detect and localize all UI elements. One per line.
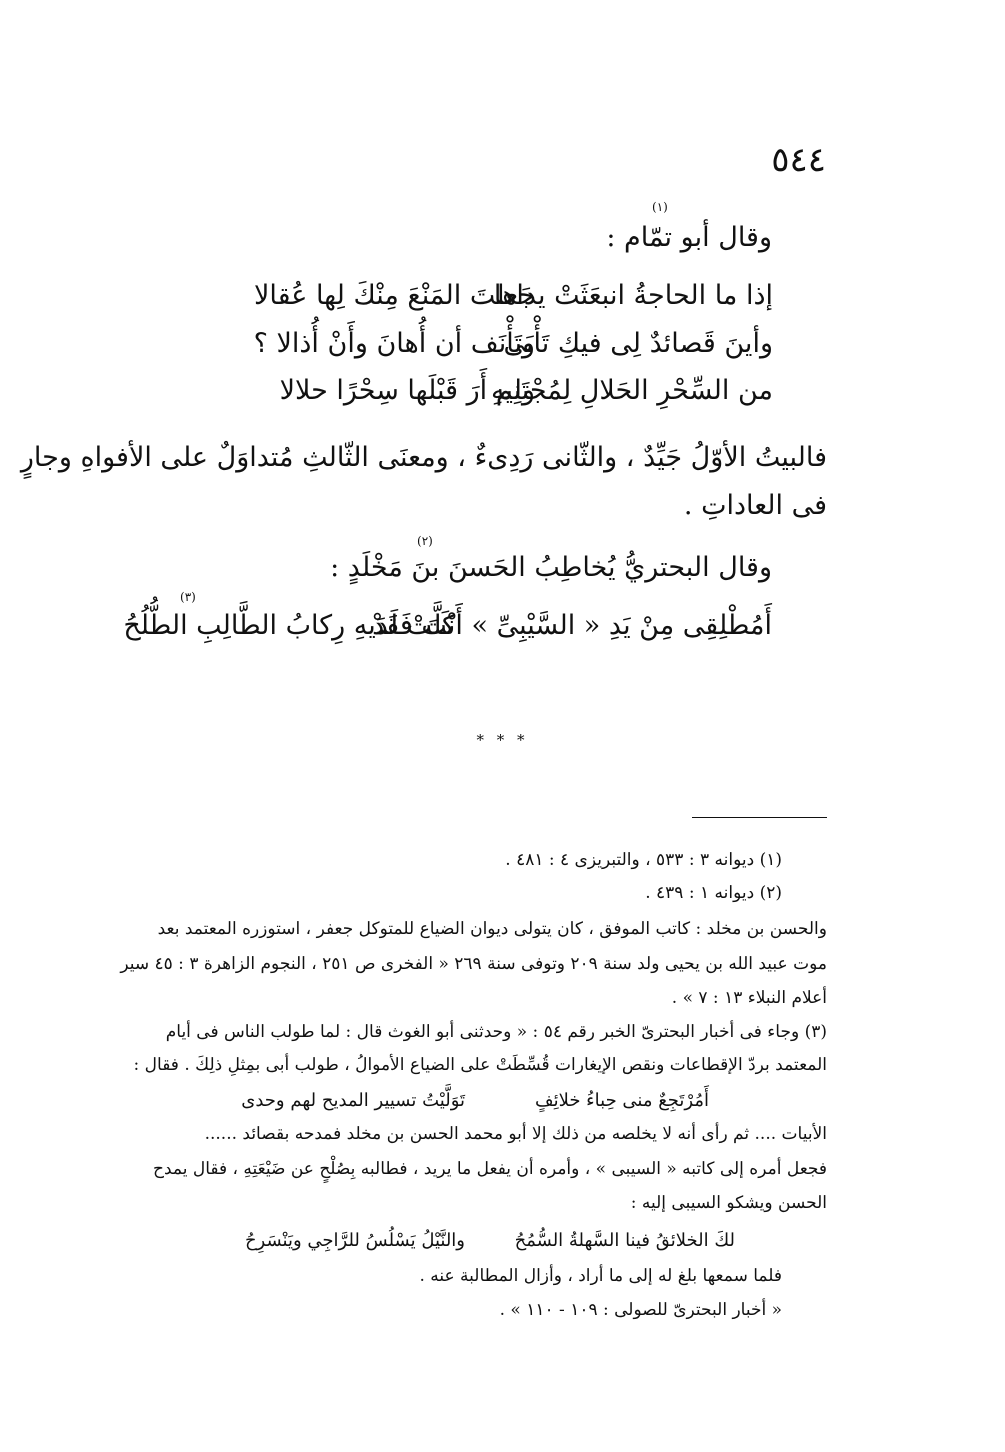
verse-2-first-hemistich: وأينَ قَصائدٌ لِى فيكِ تَأْبَى [503, 328, 773, 359]
verse-3-second-hemistich: ولم أَرَ قَبْلَها سِحْرًا حلالا [279, 375, 535, 406]
abu-tammam-intro [500, 222, 772, 253]
commentary-line-1: فالبيتُ الأوّلُ جَيِّدٌ ، والثّانى رَدِىءٌ ، ومعنَى الثّالثِ مُتداوَلٌ على الأفواهِ وجارٍ [20, 442, 827, 473]
verse-3-first-hemistich: من السِّحْرِ الحَلالِ لِمُجْتَنِيهِ [491, 375, 773, 406]
footnote-3-tail-line-2: « أخبار البحترىّ للصولى : ١٠٩ - ١١٠ » . [499, 1300, 782, 1320]
footnote-rule [692, 817, 827, 818]
footnote-3-verse-1-second: تَوَلَّيْتُ تسيير المديح لهم وحدى [241, 1090, 465, 1111]
intro-text: وقال أبو تمّام : [606, 222, 772, 253]
footnote-3-verse-1-first: أَمُرْتَجِعٌ منى حِباءُ خلائِفٍ [534, 1090, 709, 1111]
verse-1-first-hemistich: إذا ما الحاجةُ انبعَثَتْ يداها [493, 280, 773, 311]
section-separator: * * * [476, 731, 529, 749]
footnote-3-para-line-1: (٣) وجاء فى أخبار البحترىّ الخبر رقم ٥٤ : « وحدثنى أبو الغوث قال : لما طولب الناس فى أيام [165, 1022, 827, 1042]
footnote-3-para2-line-1: الأبيات .... ثم رأى أنه لا يخلصه من ذلك إلا أبو محمد الحسن بن مخلد فمدحه بقصائد ...... [204, 1124, 827, 1144]
verse-1-second-hemistich: جَعلتَ المَنْعَ مِنْكَ لِها عُقالا [253, 280, 535, 311]
footnote-marker-1: (١) [652, 200, 668, 214]
footnote-2: (٢) ديوانه ١ : ٤٣٩ . [645, 883, 782, 903]
footnote-1: (١) ديوانه ٣ : ٥٣٣ ، والتبريزى ٤ : ٤٨١ . [505, 850, 782, 870]
footnote-3-para-line-2: المعتمد بردّ الإقطاعات ونقص الإيغارات قُسِّطَتْ على الضياع الأموالُ ، طولب أبى بمِثلِ ذلِكَ . فقال : [133, 1055, 827, 1075]
footnote-3-verse-2-first: لكَ الخلائقُ فينا السَّهلةُ السُّمُحُ [514, 1230, 735, 1251]
commentary-line-2: فى العاداتِ . [683, 490, 827, 521]
verse-2-second-hemistich: وتَأْنَف أن أُهانَ وأَنْ أُذالا ؟ [253, 328, 535, 359]
footnote-3-para2-line-3: الحسن ويشكو السيبى إليه : [630, 1193, 827, 1213]
footnote-2-para-line-2: موت عبيد الله بن يحيى ولد سنة ٢٠٩ وتوفى سنة ٢٦٩ « الفخرى ص ٢٥١ ، النجوم الزاهرة ٣ : ٤٥ سير [120, 954, 827, 974]
buhturi-verse-first-hemistich: أَمُطْلِقِى مِنْ يَدِ « السَّيْبِىِّ » أَنْتَ فَقَدْ [372, 610, 772, 641]
footnote-3-para2-line-2: فجعل أمره إلى كاتبه « السيبى » ، وأمره أن يفعل ما يريد ، فطالبه بِصُلْحٍ عن ضَيْعَتِهِ ، فقال يمدح [153, 1159, 827, 1179]
footnote-marker-3: (٣) [180, 590, 196, 604]
buhturi-verse-second-hemistich: كَلَّتْ لَدَيهِ رِكابُ الطَّالِبِ الطُّلُحُ [123, 610, 455, 641]
page-number: ٥٤٤ [771, 140, 826, 180]
footnote-3-verse-2-second: والنَّيْلُ يَسْلُسُ للرَّاجِي ويَنْسَرِحُ [244, 1230, 465, 1251]
footnote-2-para-line-1: والحسن بن مخلد : كاتب الموفق ، كان يتولى ديوان الضياع للمتوكل جعفر ، استوزره المعتمد بعد [157, 919, 827, 939]
footnote-3-tail-line-1: فلما سمعها بلغ له إلى ما أراد ، وأزال المطالبة عنه . [419, 1266, 782, 1286]
buhturi-intro: وقال البحتريُّ يُخاطِبُ الحَسنَ بنَ مَخْلَدٍ : [330, 552, 772, 583]
footnote-marker-2: (٢) [417, 534, 433, 548]
footnote-2-para-line-3: أعلام النبلاء ١٣ : ٧ » . [671, 988, 827, 1008]
